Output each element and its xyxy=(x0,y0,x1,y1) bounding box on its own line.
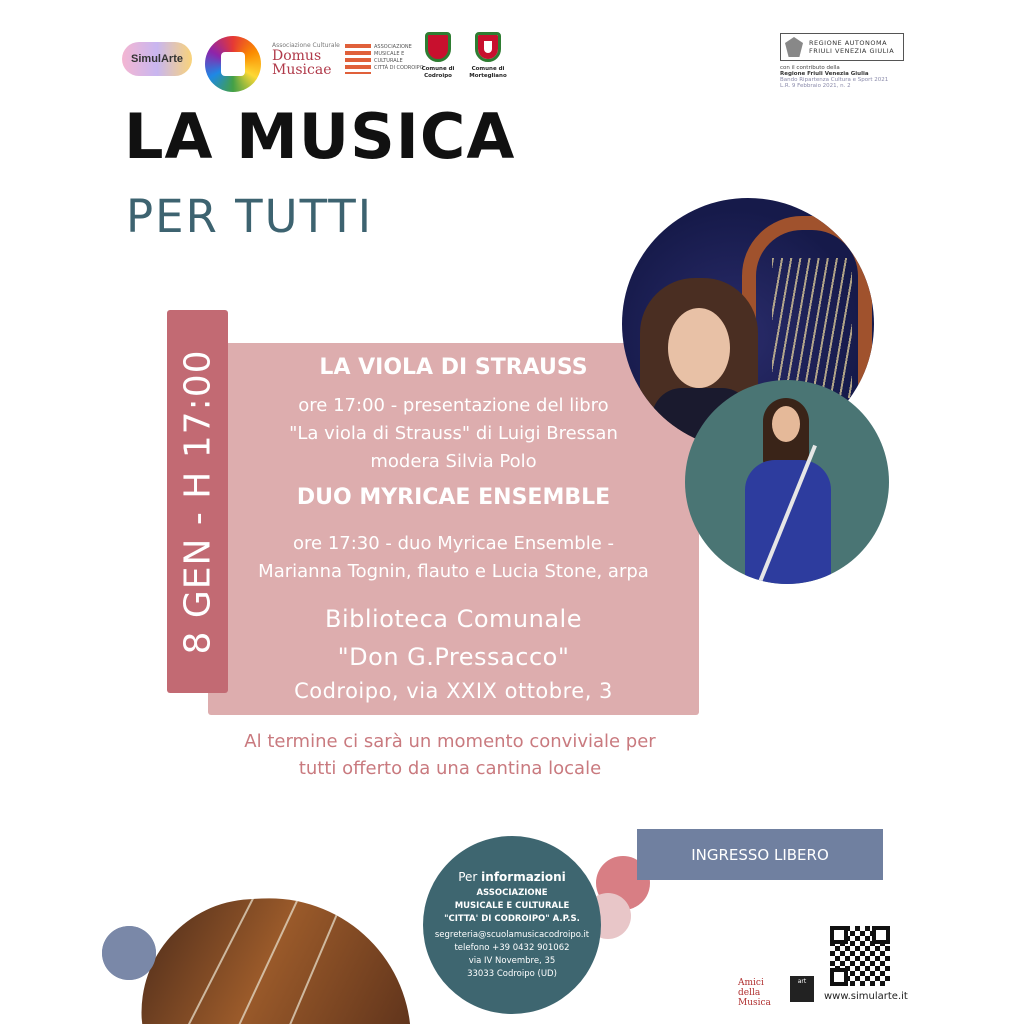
regione-line: L.R. 9 Febbraio 2021, n. 2 xyxy=(780,83,851,89)
info-org-line: ASSOCIAZIONE xyxy=(476,888,548,898)
event-card xyxy=(208,343,699,715)
regione-box-text xyxy=(809,39,894,55)
harpist-face xyxy=(668,308,730,388)
regione-line: Regione Friuli Venezia Giulia xyxy=(780,71,869,77)
cello-photo xyxy=(136,891,413,1024)
comune-mortegliano-crest xyxy=(468,32,508,94)
cello-string xyxy=(271,891,351,1024)
flutist-photo xyxy=(685,380,889,584)
domus-name: Domus Musicae xyxy=(272,48,332,78)
page-subtitle: PER TUTTI xyxy=(126,190,374,243)
partner-logos xyxy=(122,30,522,100)
event-line: modera Silvia Polo xyxy=(370,451,537,472)
art-logo-icon: art xyxy=(790,976,814,1002)
event-heading: LA VIOLA DI STRAUSS xyxy=(319,355,588,380)
venue-line: Biblioteca Comunale xyxy=(325,605,582,633)
venue-line: Codroipo, via XXIX ottobre, 3 xyxy=(294,679,613,703)
simularte-logo-text: SimulArte xyxy=(131,53,183,65)
event-heading: DUO MYRICAE ENSEMBLE xyxy=(296,485,611,510)
domus-musicae-logo xyxy=(272,42,342,82)
ingresso-libero-badge: INGRESSO LIBERO xyxy=(637,829,883,880)
info-org-line: MUSICALE E CULTURALE xyxy=(454,901,570,911)
regione-line: Bando Ripartenza Cultura e Sport 2021 xyxy=(780,77,889,83)
regione-box-line: FRIULI VENEZIA GIULIA xyxy=(809,47,895,55)
info-circle xyxy=(423,836,601,1014)
simularte-logo xyxy=(122,42,192,76)
crest-label: Comune di Mortegliano xyxy=(469,66,507,79)
assoc-line: MUSICALE E xyxy=(374,51,405,57)
closing-note xyxy=(190,728,710,782)
associazione-mark-icon xyxy=(345,44,371,74)
note-line: Al termine ci sarà un momento conviviale per xyxy=(244,731,656,752)
amici-della-musica-logo: Amici della Musica xyxy=(738,978,771,1008)
regione-fvg-logo xyxy=(780,33,904,89)
crest-shield-icon xyxy=(475,32,501,62)
flutist-dress xyxy=(745,460,831,584)
eagle-icon xyxy=(785,37,803,57)
info-address: via IV Novembre, 35 xyxy=(468,956,556,966)
harp-strings xyxy=(772,258,852,398)
crest-label: Comune di Codroipo xyxy=(421,66,455,79)
associazione-text xyxy=(374,44,424,80)
qr-corner xyxy=(872,926,890,944)
regione-box-line: REGIONE AUTONOMA xyxy=(809,39,888,47)
page-title: LA MUSICA xyxy=(124,100,516,173)
cello-string xyxy=(218,891,304,1024)
info-email[interactable]: segreteria@scuolamusicacodroipo.it xyxy=(434,930,590,940)
regione-box xyxy=(780,33,904,61)
venue-line: "Don G.Pressacco" xyxy=(337,643,570,671)
event-line: Marianna Tognin, flauto e Lucia Stone, arpa xyxy=(258,561,649,582)
regione-line: con il contributo della xyxy=(780,65,840,71)
event-line: "La viola di Strauss" di Luigi Bressan xyxy=(289,423,618,444)
event-date: 8 GEN - H 17:00 xyxy=(177,348,218,655)
assoc-line: ASSOCIAZIONE xyxy=(374,44,412,50)
crest-shield-icon xyxy=(425,32,451,62)
color-wheel-logo xyxy=(205,36,261,92)
info-address: 33033 Codroipo (UD) xyxy=(467,969,557,979)
website-link[interactable]: www.simularte.it xyxy=(824,991,908,1002)
qr-corner xyxy=(830,926,848,944)
assoc-line: CITTÀ DI CODROIPO xyxy=(374,65,424,71)
associazione-logo xyxy=(345,44,425,80)
event-line: ore 17:30 - duo Myricae Ensemble - xyxy=(293,533,614,554)
info-phone: telefono +39 0432 901062 xyxy=(454,943,570,953)
flutist-face xyxy=(772,406,800,442)
info-bold: informazioni xyxy=(481,870,566,884)
qr-corner xyxy=(830,968,848,986)
info-org-line: "CITTA' DI CODROIPO" A.P.S. xyxy=(444,914,580,924)
comune-codroipo-crest xyxy=(418,32,458,94)
note-line: tutti offerto da una cantina locale xyxy=(298,758,602,779)
qr-code-icon[interactable] xyxy=(830,926,890,986)
domus-small-text: Associazione Culturale xyxy=(272,42,340,49)
info-heading xyxy=(423,870,601,884)
info-prefix: Per xyxy=(458,870,482,884)
decor-circle xyxy=(102,926,156,980)
cello-string xyxy=(165,892,258,1024)
date-tab xyxy=(167,310,228,693)
assoc-line: CULTURALE xyxy=(374,58,403,64)
event-line: ore 17:00 - presentazione del libro xyxy=(298,395,609,416)
